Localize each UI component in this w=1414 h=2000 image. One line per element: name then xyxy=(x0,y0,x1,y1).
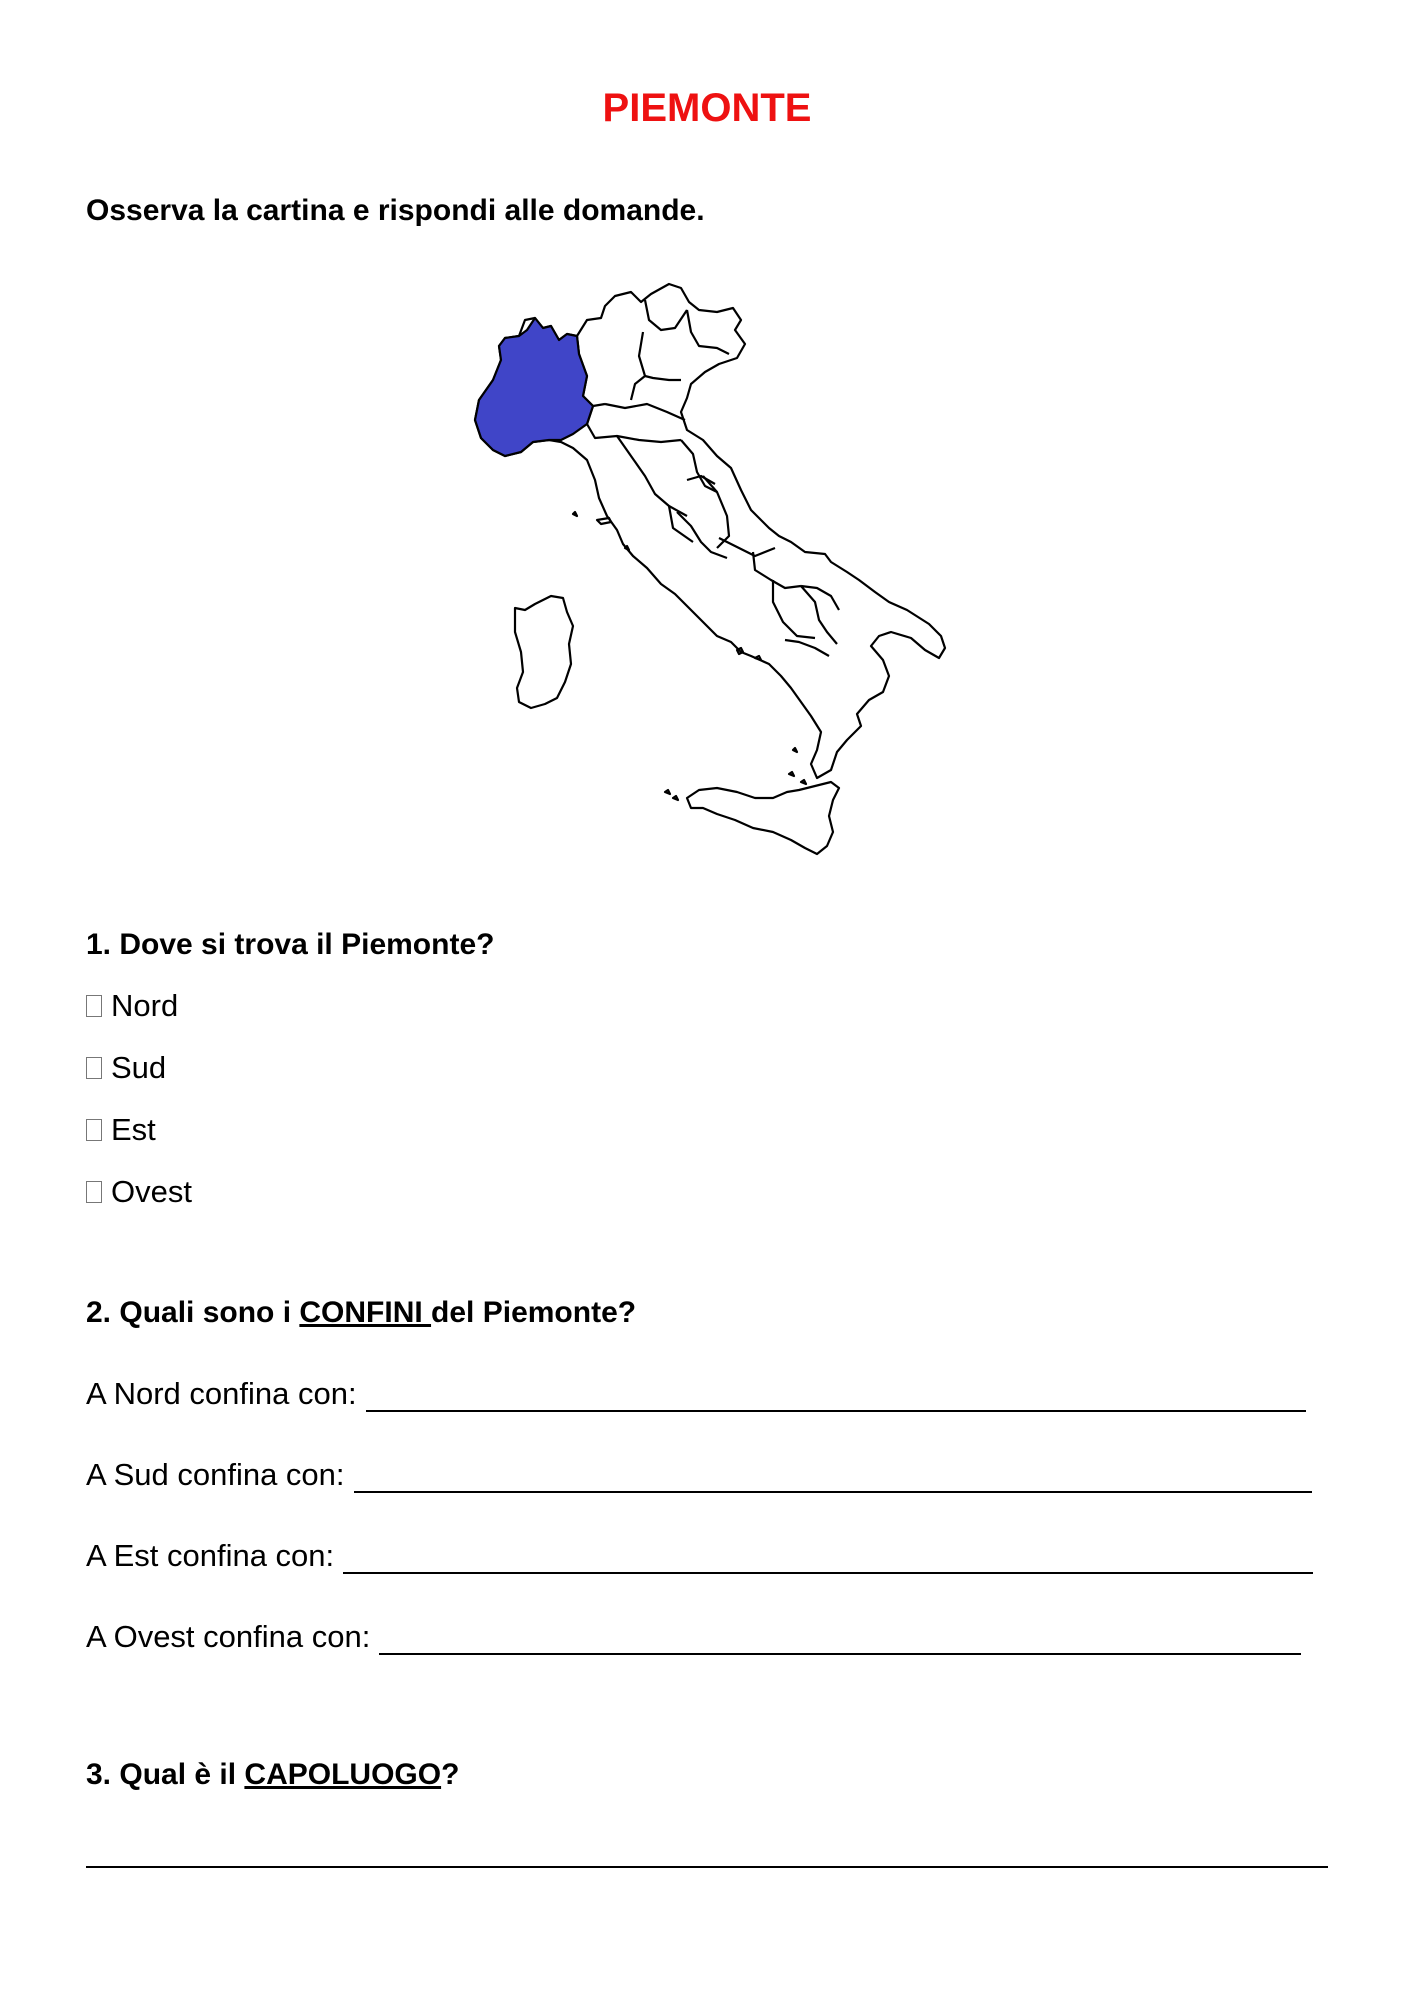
option-label: Est xyxy=(111,1112,156,1147)
sicily-outline xyxy=(687,782,839,854)
question-3-keyword: CAPOLUOGO xyxy=(244,1758,442,1791)
region-border xyxy=(645,300,687,330)
small-island xyxy=(625,546,629,550)
border-ovest-answer-line[interactable] xyxy=(379,1623,1301,1655)
question-1-options xyxy=(86,988,192,1236)
option-label: Nord xyxy=(111,988,179,1023)
question-3-prefix: 3. Qual è il xyxy=(86,1758,245,1791)
small-island xyxy=(789,772,794,776)
border-est-row xyxy=(86,1538,1313,1574)
region-border xyxy=(801,586,837,644)
option-label: Ovest xyxy=(111,1174,192,1209)
piemonte-region xyxy=(475,318,593,456)
option-ovest[interactable] xyxy=(86,1174,192,1236)
question-2 xyxy=(86,1296,636,1330)
question-1: 1. Dove si trova il Piemonte? xyxy=(86,928,495,961)
sardinia-outline xyxy=(515,596,573,708)
border-sud-answer-line[interactable] xyxy=(354,1461,1312,1493)
border-ovest-row xyxy=(86,1619,1301,1655)
small-island xyxy=(665,790,670,794)
question-2-prefix: 2. Quali sono i xyxy=(86,1296,300,1329)
border-est-label: A Est confina con: xyxy=(86,1538,335,1573)
italy-map-svg xyxy=(455,280,965,880)
region-border xyxy=(753,552,801,588)
question-2-keyword: CONFINI xyxy=(299,1296,432,1329)
region-border xyxy=(773,580,815,638)
checkbox-icon[interactable] xyxy=(86,995,102,1017)
region-border xyxy=(617,436,687,516)
instruction-text: Osserva la cartina e rispondi alle domande. xyxy=(86,194,705,227)
option-sud[interactable] xyxy=(86,1050,192,1112)
border-sud-label: A Sud confina con: xyxy=(86,1457,345,1492)
italy-map xyxy=(455,280,965,880)
question-2-suffix: del Piemonte? xyxy=(431,1296,637,1329)
region-border xyxy=(605,404,685,420)
page-title: PIEMONTE xyxy=(602,86,812,130)
small-island xyxy=(801,780,806,784)
capoluogo-answer-line[interactable] xyxy=(86,1866,1328,1868)
checkbox-icon[interactable] xyxy=(86,1119,102,1141)
small-island xyxy=(793,748,797,752)
region-border xyxy=(645,376,681,380)
checkbox-icon[interactable] xyxy=(86,1057,102,1079)
small-island xyxy=(673,796,678,800)
small-island xyxy=(573,512,577,516)
region-border xyxy=(719,538,775,556)
option-label: Sud xyxy=(111,1050,167,1085)
border-nord-answer-line[interactable] xyxy=(366,1380,1306,1412)
option-est[interactable] xyxy=(86,1112,192,1174)
checkbox-icon[interactable] xyxy=(86,1181,102,1203)
border-ovest-label: A Ovest confina con: xyxy=(86,1619,371,1654)
question-3 xyxy=(86,1758,459,1792)
elba-island xyxy=(597,518,611,524)
region-border xyxy=(631,332,645,400)
small-island xyxy=(755,656,761,660)
region-border xyxy=(785,640,829,656)
border-nord-label: A Nord confina con: xyxy=(86,1376,357,1411)
border-nord-row xyxy=(86,1376,1306,1412)
region-border xyxy=(801,586,839,610)
question-3-suffix: ? xyxy=(441,1758,460,1791)
border-sud-row xyxy=(86,1457,1312,1493)
option-nord[interactable] xyxy=(86,988,192,1050)
border-est-answer-line[interactable] xyxy=(343,1542,1313,1574)
region-border xyxy=(687,310,729,354)
